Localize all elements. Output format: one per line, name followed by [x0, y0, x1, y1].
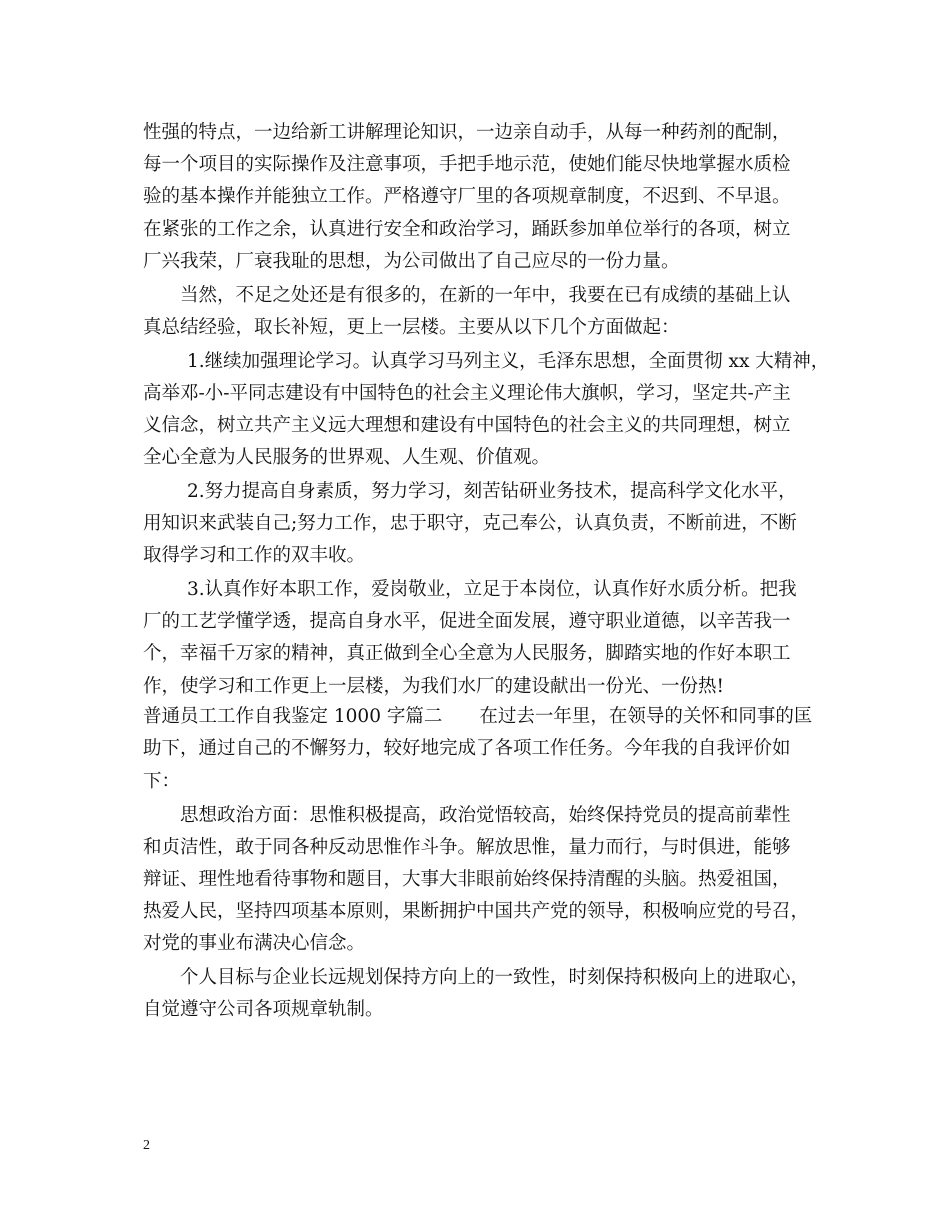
- body-text-line: 作，使学习和工作更上一层楼，为我们水厂的建设献出一份光、一份热!: [143, 676, 724, 697]
- section-heading-line: 普通员工工作自我鉴定 1000 字篇二 在过去一年里，在领导的关怀和同事的匡: [143, 706, 813, 727]
- body-text-line: 厂的工艺学懂学透，提高自身水平，促进全面发展，遵守职业道德，以辛苦我一: [143, 611, 791, 632]
- body-text-line: 辩证、理性地看待事物和题目，大事大非眼前始终保持清醒的头脑。热爱祖国，: [143, 869, 791, 890]
- body-text-line: 和贞洁性，敢于同各种反动思惟作斗争。解放思惟，量力而行，与时俱进，能够: [143, 837, 791, 858]
- body-text-line: 当然，不足之处还是有很多的，在新的一年中，我要在已有成绩的基础上认: [180, 285, 791, 306]
- body-text-line: 每一个项目的实际操作及注意事项，手把手地示范，使她们能尽快地掌握水质检: [143, 154, 791, 175]
- body-text-line: 在紧张的工作之余，认真进行安全和政治学习，踊跃参加单位举行的各项，树立: [143, 219, 791, 240]
- body-text-line: 验的基本操作并能独立工作。严格遵守厂里的各项规章制度，不迟到、不早退。: [143, 186, 791, 207]
- body-text-line: 热爱人民，坚持四项基本原则，果断拥护中国共产党的领导，积极响应党的号召，: [143, 901, 810, 922]
- body-text-line: 思想政治方面：思惟积极提高，政治觉悟较高，始终保持党员的提高前辈性: [180, 805, 791, 826]
- body-text-line: 真总结经验，取长补短，更上一层楼。主要从以下几个方面做起：: [143, 317, 680, 338]
- body-text-line: 助下，通过自己的不懈努力，较好地完成了各项工作任务。今年我的自我评价如: [143, 738, 791, 759]
- body-text-line: 对党的事业布满决心信念。: [143, 933, 366, 954]
- list-item-text: 2.努力提高自身素质，努力学习，刻苦钻研业务技术，提高科学文化水平，: [187, 481, 797, 502]
- body-text-line: 全心全意为人民服务的世界观、人生观、价值观。: [143, 447, 551, 468]
- body-text-line: 义信念，树立共产主义远大理想和建设有中国特色的社会主义的共同理想，树立: [143, 415, 791, 436]
- page-number: 2: [143, 1138, 150, 1153]
- list-item-text: 1.继续加强理论学习。认真学习马列主义，毛泽东思想，全面贯彻 xx 大精神，: [187, 351, 830, 372]
- body-text-line: 自觉遵守公司各项规章轨制。: [143, 999, 384, 1020]
- body-text-line: 个，幸福千万家的精神，真正做到全心全意为人民服务，脚踏实地的作好本职工: [143, 643, 791, 664]
- body-text-line: 高举邓-小-平同志建设有中国特色的社会主义理论伟大旗帜，学习，坚定共-产主: [143, 383, 791, 404]
- list-item-text: 3.认真作好本职工作，爱岗敬业，立足于本岗位，认真作好水质分析。把我: [187, 579, 797, 600]
- body-text-line: 厂兴我荣，厂衰我耻的思想，为公司做出了自己应尽的一份力量。: [143, 251, 680, 272]
- body-text-line: 下：: [143, 771, 181, 792]
- body-text-line: 用知识来武装自己;努力工作，忠于职守，克己奉公，认真负责，不断前进，不断: [143, 513, 797, 534]
- body-text-line: 取得学习和工作的双丰收。: [143, 545, 366, 566]
- body-text-line: 个人目标与企业长远规划保持方向上的一致性，时刻保持积极向上的进取心，: [180, 967, 810, 988]
- body-text-line: 性强的特点，一边给新工讲解理论知识，一边亲自动手，从每一种药剂的配制，: [143, 122, 791, 143]
